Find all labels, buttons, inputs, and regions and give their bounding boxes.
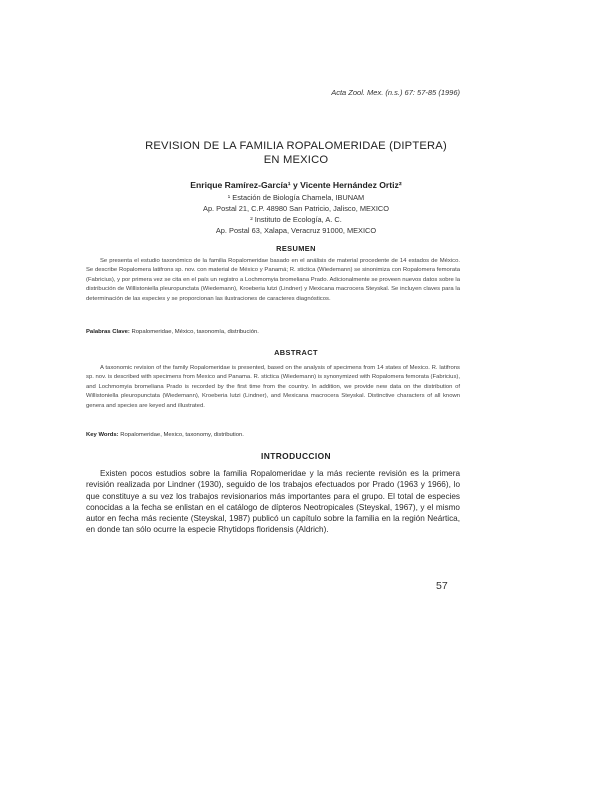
abstract-text: A taxonomic revision of the family Ropalomeridae is presented, based on the analysis of specimens from 14 states of Mexico. R. latifrons sp. nov. is described with specimens from Mexico and Panama. R. stictica (Wiedemann) is synonymized with Ropalomera femorata (Fabricius), and Lochmomyia bromeliana Prado is recorded by the first time from the country. In addition, we provide new data on the distribution of Willistoniella pleuropunctata (Wiedemann), Kroeberia lutzi (Lindner), and Mexicana macrocera Steyskal. Distinctive characters of all known genera and species are keyed and illustrated. <box>86 365 460 409</box>
affiliation-2 <box>80 215 512 236</box>
affiliation-2-line-1: ² Instituto de Ecología, A. C. <box>250 215 342 224</box>
page-number: 57 <box>436 580 448 592</box>
title-line-2: EN MEXICO <box>263 154 329 166</box>
key-words <box>86 431 460 440</box>
affiliation-1-line-1: ¹ Estación de Biología Chamela, IBUNAM <box>227 193 365 202</box>
palabras-clave-text: Ropalomeridae, México, taxonomía, distribución. <box>129 329 259 335</box>
resumen-text: Se presenta el estudio taxonómico de la familia Ropalomeridae basado en el análisis de material procedente de 14 estados de México. Se describe Ropalomera latifrons sp. nov. con material de México y Panamá; R. stictica (Wiedemann) se sinonimiza con Ropalomera femorata (Fabricius), y por primera vez se cita en el país un registro a Lochmomyia bromeliana Prado. Adicionalmente se proveen nuevos datos sobre la distribución de Willistoniella pleuropunctata (Wiedemann), Kroeberia lutzi (Lindner) y Mexicana macrocera Steyskal. Se incluyen claves para la determinación de las especies y se proporcionan las ilustraciones de caracteres diagnósticos. <box>86 258 460 302</box>
key-words-text: Ropalomeridae, Mexico, taxonomy, distribution. <box>118 432 244 438</box>
key-words-label: Key Words: <box>86 432 119 438</box>
introduccion-heading: INTRODUCCION <box>261 451 331 461</box>
introduccion-text: Existen pocos estudios sobre la familia Ropalomeridae y la más reciente revisión es la primera revisión realizada por Lindner (1930), seguido de los trabajos efectuados por Prado (1963 y 1966), lo que constituye a su vez los trabajos revisionarios más importantes para el grupo. El total de especies conocidas a la fecha se enlistan en el catálogo de dípteros Neotropicales (Steyskal, 1967), y el mismo autor en fecha más reciente (Steyskal, 1987) publicó un capítulo sobre la familia en la región Neártica, en donde tan sólo ocurre la especie Rhytidops floridensis (Aldrich). <box>86 469 460 535</box>
affiliation-2-line-2: Ap. Postal 63, Xalapa, Veracruz 91000, MEXICO <box>215 225 377 235</box>
paper-title <box>80 139 512 167</box>
palabras-clave <box>86 328 460 337</box>
authors: Enrique Ramírez-García¹ y Vicente Hernández Ortiz² <box>190 180 402 190</box>
palabras-clave-label: Palabras Clave: <box>86 329 130 335</box>
title-line-1: REVISION DE LA FAMILIA ROPALOMERIDAE (DIPTERA) <box>145 140 447 152</box>
affiliation-1-line-2: Ap. Postal 21, C.P. 48980 San Patricio, Jalisco, MEXICO <box>203 203 389 213</box>
affiliation-1 <box>80 193 512 214</box>
resumen-heading: RESUMEN <box>276 244 316 253</box>
abstract-heading: ABSTRACT <box>274 348 318 357</box>
journal-reference: Acta Zool. Mex. (n.s.) 67: 57-85 (1996) <box>331 88 460 97</box>
